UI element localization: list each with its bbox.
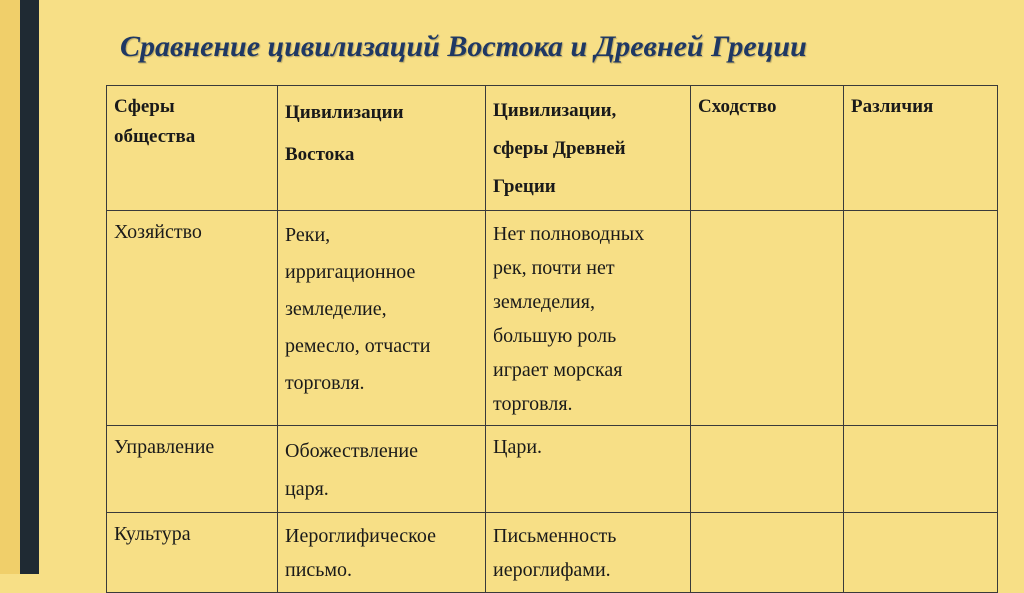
cell-sphere: Управление [107, 426, 278, 513]
cell-greece: Цари. [486, 426, 691, 513]
cell-difference [844, 426, 998, 513]
cell-difference [844, 211, 998, 426]
cell-similarity [691, 211, 844, 426]
table-row [107, 513, 998, 593]
cell-similarity [691, 426, 844, 513]
header-cell-east: Цивилизации Востока [278, 86, 486, 211]
cell-difference [844, 513, 998, 593]
cell-similarity [691, 513, 844, 593]
cell-greece: Письменность иероглифами. [486, 513, 691, 593]
slide-title: Сравнение цивилизаций Востока и Древней Греции [120, 30, 807, 63]
cell-east: Обожествление царя. [278, 426, 486, 513]
cell-sphere: Культура [107, 513, 278, 593]
cell-greece: Нет полноводных рек, почти нет земледелия, большую роль играет морская торговля. [486, 211, 691, 426]
header-cell-greece: Цивилизации, сферы Древней Греции [486, 86, 691, 211]
table-row [107, 426, 998, 513]
cell-east: Реки, ирригационное земледелие, ремесло, отчасти торговля. [278, 211, 486, 426]
cell-sphere: Хозяйство [107, 211, 278, 426]
header-cell-difference: Различия [844, 86, 998, 211]
header-cell-spheres: Сферы общества [107, 86, 278, 211]
cell-east: Иероглифическое письмо. [278, 513, 486, 593]
left-dark-bar [20, 0, 39, 574]
comparison-table [106, 85, 998, 593]
left-accent-bar [0, 0, 20, 574]
table-header-row [107, 86, 998, 211]
header-cell-similarity: Сходство [691, 86, 844, 211]
table-row [107, 211, 998, 426]
